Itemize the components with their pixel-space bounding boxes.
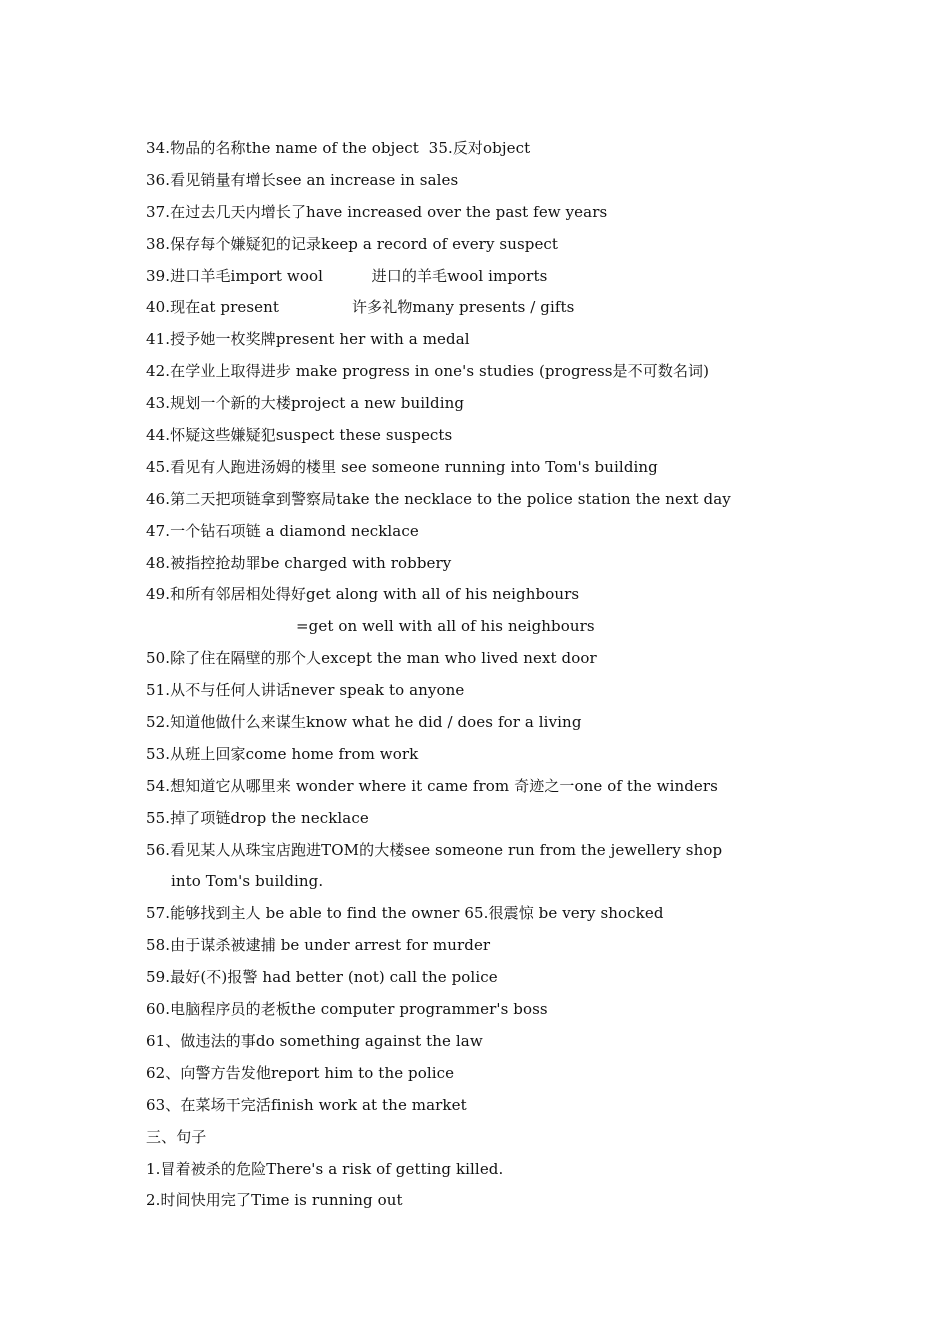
list-item: 54.想知道它从哪里来 wonder where it came from 奇迹之一one of the winders <box>146 776 718 795</box>
list-item: 46.第二天把项链拿到警察局take the necklace to the police station the next day <box>146 489 731 508</box>
list-item: 62、向警方告发他report him to the police <box>146 1063 455 1082</box>
list-item: 56.看见某人从珠宝店跑进TOM的大楼see someone run from the jewellery shop <box>146 840 723 859</box>
list-item: 37.在过去几天内增长了have increased over the past few years <box>146 202 608 221</box>
list-item: 61、做违法的事do something against the law <box>146 1031 483 1050</box>
list-item: 55.掉了项链drop the necklace <box>146 808 369 827</box>
list-item: 58.由于谋杀被逮捕 be under arrest for murder <box>146 936 491 955</box>
section-heading: 三、句子 <box>146 1127 207 1146</box>
list-item: 40.现在at present 许多礼物many presents / gifts <box>146 298 575 317</box>
list-item: 51.从不与任何人讲话never speak to anyone <box>146 681 465 700</box>
list-item: 48.被指控抢劫罪be charged with robbery <box>146 553 452 572</box>
list-item-continuation: =get on well with all of his neighbours <box>296 617 595 636</box>
sentence-item: 2.时间快用完了Time is running out <box>146 1191 403 1210</box>
list-item: 49.和所有邻居相处得好get along with all of his neighbours <box>146 585 580 604</box>
list-item-continuation: into Tom's building. <box>171 872 324 891</box>
list-item: 50.除了住在隔壁的那个人except the man who lived next door <box>146 649 597 668</box>
list-item: 36.看见销量有增长see an increase in sales <box>146 170 459 189</box>
list-item: 41.授予她一枚奖牌present her with a medal <box>146 330 470 349</box>
list-item: 53.从班上回家come home from work <box>146 744 419 763</box>
list-item: 47.一个钻石项链 a diamond necklace <box>146 521 419 540</box>
list-item: 42.在学业上取得进步 make progress in one's studies (progress是不可数名词) <box>146 362 710 381</box>
list-item: 52.知道他做什么来谋生know what he did / does for a living <box>146 713 582 732</box>
list-item: 39.进口羊毛import wool 进口的羊毛wool imports <box>146 266 548 285</box>
list-item: 44.怀疑这些嫌疑犯suspect these suspects <box>146 426 453 445</box>
list-item: 59.最好(不)报警 had better (not) call the police <box>146 968 498 987</box>
vocabulary-list <box>146 136 926 1220</box>
list-item: 45.看见有人跑进汤姆的楼里 see someone running into Tom's building <box>146 457 658 476</box>
list-item: 63、在菜场干完活finish work at the market <box>146 1095 467 1114</box>
list-item: 43.规划一个新的大楼project a new building <box>146 394 465 413</box>
list-item: 38.保存每个嫌疑犯的记录keep a record of every suspect <box>146 234 559 253</box>
list-item: 34.物品的名称the name of the object 35.反对object <box>146 139 531 157</box>
list-item: 60.电脑程序员的老板the computer programmer's boss <box>146 1000 548 1019</box>
list-item: 57.能够找到主人 be able to find the owner 65.很震惊 be very shocked <box>146 904 664 923</box>
sentence-item: 1.冒着被杀的危险There's a risk of getting killed. <box>146 1159 504 1178</box>
